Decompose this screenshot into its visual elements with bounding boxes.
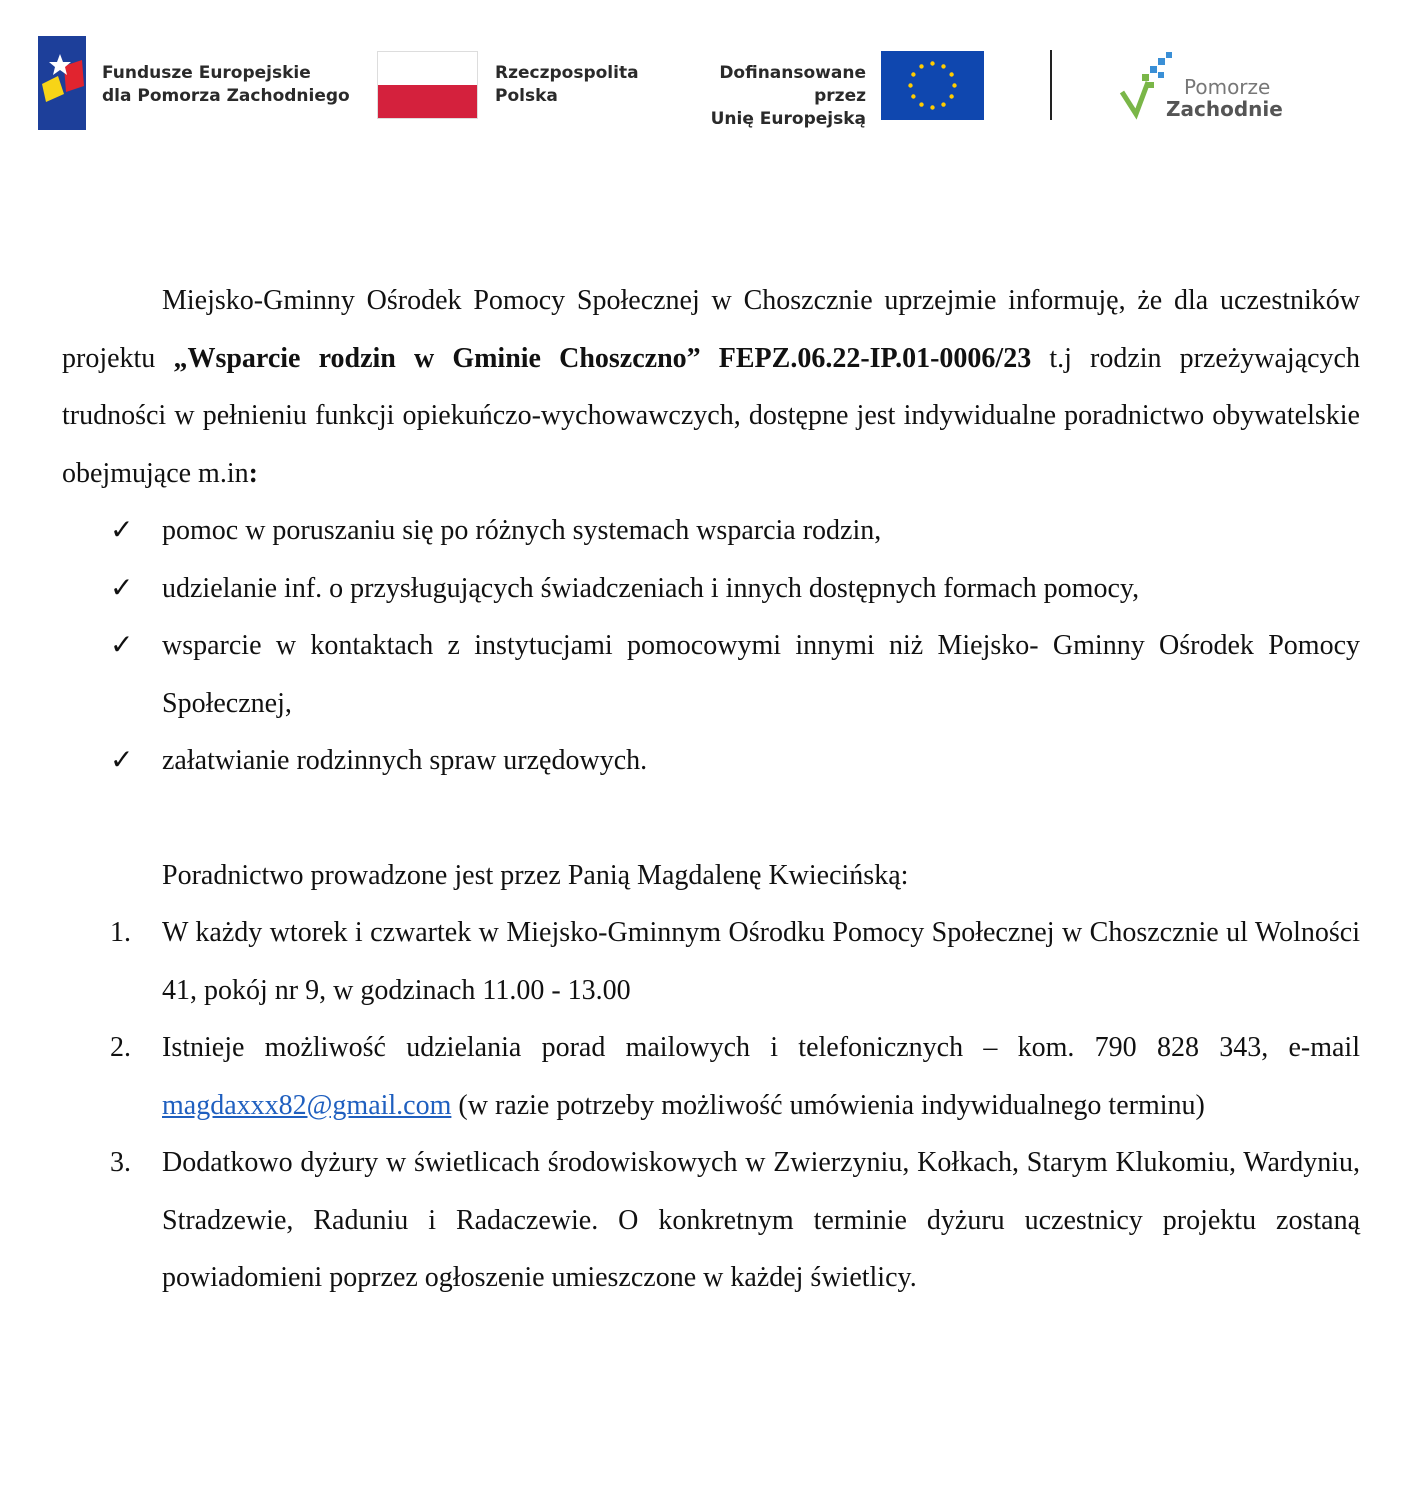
eu-star-icon xyxy=(930,61,934,65)
list-item-text: udzielanie inf. o przysługujących świadczeniach i innych dostępnych formach pomocy, xyxy=(162,572,1140,604)
eu-star-icon xyxy=(930,105,934,109)
list-item-text: wsparcie w kontaktach z instytucjami pomocowymi innymi niż Miejsko- Gminny Ośrodek Pomocy Społecznej, xyxy=(162,630,1360,719)
intro-text-2: t.j rodzin przeżywających trudności w pełnieniu funkcji opiekuńczo-wychowawczych, dostępne jest indywidualne poradnictwo obywatelskie obejmujące m.in xyxy=(62,342,1360,489)
email-link[interactable]: magdaxxx82@gmail.com xyxy=(162,1089,452,1121)
numbered-item-text: Dodatkowo dyżury w świetlicach środowiskowych w Zwierzyniu, Kołkach, Starym Klukomiu, Wardyniu, Stradzewie, Raduniu i Radaczewie. O konkretnym terminie dyżuru uczestnicy projektu zostaną powiadomieni poprzez ogłoszenie umieszczone w każdej świetlicy. xyxy=(162,1147,1360,1293)
logo-divider xyxy=(1050,50,1052,120)
numbered-item-text-before: Istnieje możliwość udzielania porad mailowych i telefonicznych – kom. 790 828 343, e-mail xyxy=(162,1032,1360,1063)
pz-logo-line1: Pomorze xyxy=(1184,75,1271,99)
counseling-intro: Poradnictwo prowadzone jest przez Panią Magdalenę Kwiecińską: xyxy=(162,859,909,891)
eu-star-icon xyxy=(941,102,945,106)
services-list xyxy=(62,502,1360,790)
rp-logo-text xyxy=(495,62,639,108)
intro-paragraph xyxy=(62,272,1360,502)
eu-logo-text xyxy=(672,62,866,131)
pz-logo-text xyxy=(1166,76,1283,120)
counseling-list xyxy=(62,904,1360,1307)
eu-star-icon xyxy=(919,102,923,106)
eu-star-icon xyxy=(911,72,915,76)
eu-logo-line2: Unię Europejską xyxy=(710,109,866,129)
polish-flag-icon xyxy=(377,51,478,119)
spacer xyxy=(62,790,1360,847)
list-item xyxy=(62,560,1360,618)
rp-logo-line2: Polska xyxy=(495,86,558,106)
numbered-item xyxy=(62,904,1360,1019)
eu-star-icon xyxy=(919,64,923,68)
intro-colon: : xyxy=(248,457,258,489)
numbered-item-text-after: (w razie potrzeby możliwość umówienia indywidualnego terminu) xyxy=(451,1089,1205,1121)
eu-star-icon xyxy=(911,94,915,98)
intro-text-1: Miejsko-Gminny Ośrodek Pomocy Społecznej w Choszcznie uprzejmie informuję, że dla uczestników projektu xyxy=(62,285,1360,374)
eu-flag-icon xyxy=(881,51,984,120)
item-number: 3. xyxy=(110,1147,131,1178)
list-item-text: załatwianie rodzinnych spraw urzędowych. xyxy=(162,745,648,776)
eu-star-icon xyxy=(952,83,956,87)
fe-logo-text xyxy=(102,62,350,108)
list-item xyxy=(62,617,1360,732)
eu-star-icon xyxy=(908,83,912,87)
document-body xyxy=(62,272,1360,1307)
numbered-item xyxy=(62,1019,1360,1134)
check-icon: ✓ xyxy=(110,630,134,661)
rp-logo-line1: Rzeczpospolita xyxy=(495,63,639,83)
eu-star-icon xyxy=(949,94,953,98)
item-number: 1. xyxy=(110,917,131,948)
item-number: 2. xyxy=(110,1032,131,1063)
check-icon: ✓ xyxy=(110,515,134,546)
fundusze-europejskie-logo xyxy=(38,36,90,130)
numbered-item xyxy=(62,1134,1360,1307)
project-name: „Wsparcie rodzin w Gminie Choszczno” FEPZ.06.22-IP.01-0006/23 xyxy=(173,342,1032,374)
eu-logo-line1: Dofinansowane przez xyxy=(719,63,866,106)
logo-bar xyxy=(0,0,1406,150)
eu-star-icon xyxy=(949,72,953,76)
check-icon: ✓ xyxy=(110,572,134,604)
fe-logo-line1: Fundusze Europejskie xyxy=(102,63,311,83)
fe-logo-line2: dla Pomorza Zachodniego xyxy=(102,86,350,106)
list-item xyxy=(62,732,1360,790)
list-item-text: pomoc w poruszaniu się po różnych systemach wsparcia rodzin, xyxy=(162,515,882,546)
eu-star-icon xyxy=(941,64,945,68)
list-item xyxy=(62,502,1360,560)
pz-logo-line2: Zachodnie xyxy=(1166,97,1283,121)
check-icon: ✓ xyxy=(110,745,134,776)
numbered-item-text: W każdy wtorek i czwartek w Miejsko-Gminnym Ośrodku Pomocy Społecznej w Choszcznie ul Wolności 41, pokój nr 9, w godzinach 11.00 - 13.00 xyxy=(162,917,1360,1006)
